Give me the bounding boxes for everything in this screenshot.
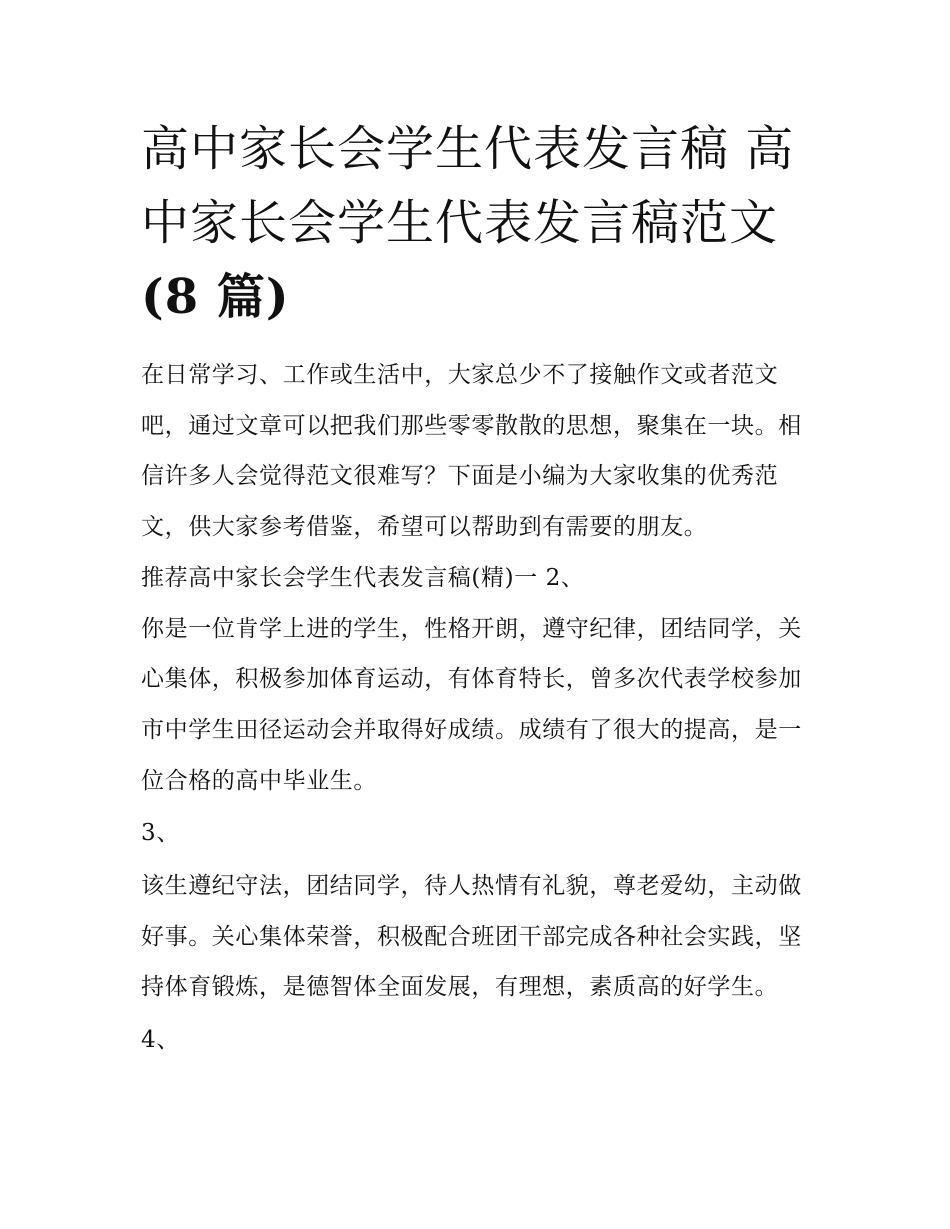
comment-paragraph-2: 你是一位肯学上进的学生，性格开朗，遵守纪律，团结同学，关心集体，积极参加体育运动，有体育特长，曾多次代表学校参加市中学生田径运动会并取得好成绩。成绩有了很大的提高，是一位合格的高中毕业生。: [141, 615, 802, 794]
item-number-4: 4、: [141, 1027, 180, 1054]
comment-paragraph-3: 该生遵纪守法，团结同学，待人热情有礼貌，尊老爱幼，主动做好事。关心集体荣誉，积极配合班团干部完成各种社会实践，坚持体育锻炼，是德智体全面发展，有理想，素质高的好学生。: [141, 873, 802, 1001]
document-page: [141, 112, 821, 1066]
title-main: 高中家长会学生代表发言稿 高中家长会学生代表发言稿范文: [141, 121, 795, 251]
title-count: (8 篇): [141, 269, 290, 325]
document-title: [141, 112, 821, 334]
item-number-3: 3、: [141, 820, 180, 847]
document-body: [141, 350, 821, 1066]
intro-paragraph: 在日常学习、工作或生活中，大家总少不了接触作文或者范文吧，通过文章可以把我们那些零零散散的思想，聚集在一块。相信许多人会觉得范文很难写？下面是小编为大家收集的优秀范文，供大家参考借鉴，希望可以帮助到有需要的朋友。: [141, 362, 802, 541]
section-heading: 推荐高中家长会学生代表发言稿(精)一 2、: [141, 564, 585, 591]
